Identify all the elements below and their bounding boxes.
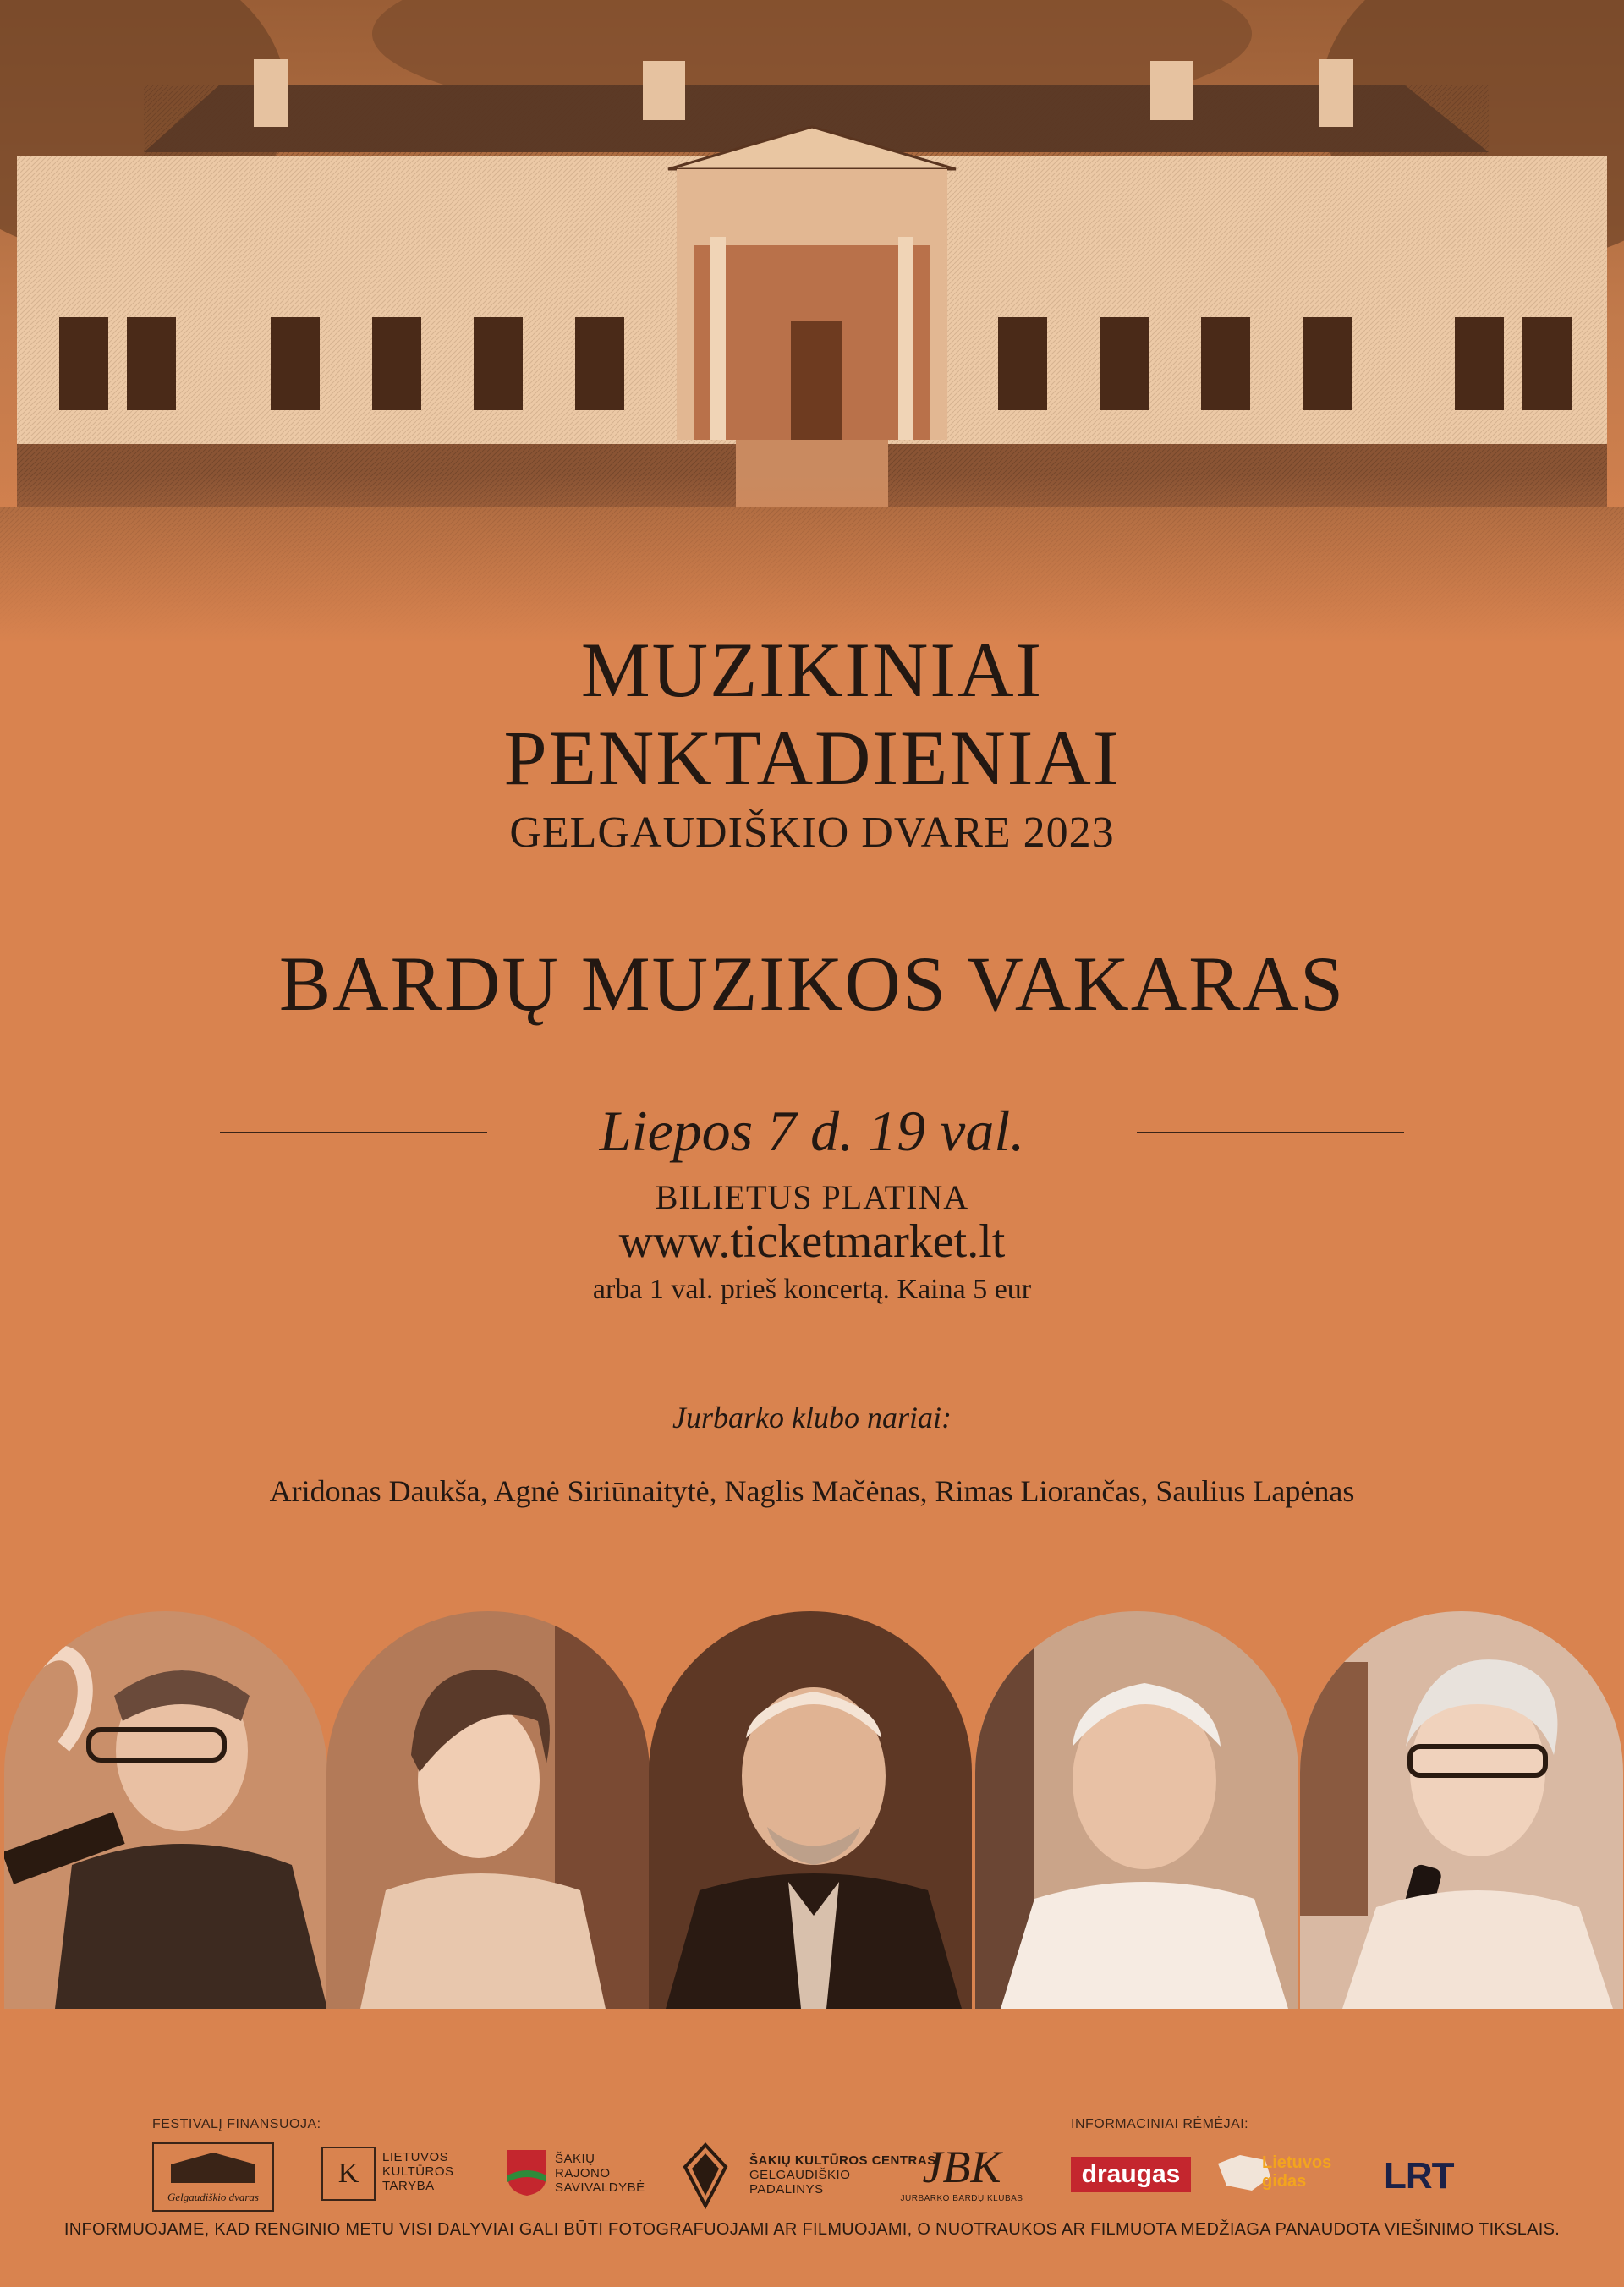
- manor-window: [575, 317, 624, 410]
- ticket-note: arba 1 val. prieš koncertą. Kaina 5 eur: [592, 1274, 1032, 1305]
- manor-window: [127, 317, 176, 410]
- manor-window: [1522, 317, 1572, 410]
- manor-window: [271, 317, 320, 410]
- jbk-logo-caption: JURBARKO BARDŲ KLUBAS: [900, 2194, 1023, 2203]
- title-line-1: MUZIKINIAI: [580, 627, 1044, 713]
- media-sponsors-label: INFORMACINIAI RĖMĖJAI:: [1071, 2117, 1249, 2131]
- sakiai-logo-text: [555, 2152, 645, 2195]
- manor-window: [372, 317, 421, 410]
- festival-title: [0, 626, 1624, 802]
- jbk-logo: [898, 2140, 1025, 2203]
- event-title: BARDŲ MUZIKOS VAKARAS: [278, 941, 1346, 1027]
- manor-illustration: [0, 0, 1624, 643]
- sakiai-line-2: RAJONO: [555, 2166, 611, 2180]
- manor-window: [474, 317, 523, 410]
- skc-line-2: GELGAUDIŠKIO: [749, 2168, 851, 2182]
- event-date-time: Liepos 7 d. 19 val.: [599, 1099, 1025, 1163]
- manor-logo-caption: Gelgaudiškio dvaras: [167, 2191, 259, 2203]
- club-label: Jurbarko klubo nariai:: [672, 1401, 952, 1434]
- divider-right: [1137, 1132, 1404, 1133]
- club-members: Aridonas Daukša, Agnė Siriūnaitytė, Naglis Mačėnas, Rimas Liorančas, Saulius Lapėnas: [269, 1474, 1355, 1508]
- lkt-line-2: KULTŪROS: [382, 2164, 454, 2179]
- ticket-website-link[interactable]: www.ticketmarket.lt: [618, 1215, 1006, 1268]
- lkt-line-1: LIETUVOS: [382, 2150, 449, 2164]
- manor-logo: [152, 2142, 274, 2212]
- tickets-label: BILIETUS PLATINA: [655, 1178, 969, 1216]
- funded-by-label: FESTIVALĮ FINANSUOJA:: [152, 2117, 321, 2131]
- photo-disclaimer: INFORMUOJAME, KAD RENGINIO METU VISI DALYVIAI GALI BŪTI FOTOGRAFUOJAMI AR FILMUOJAMI, O NUOTRAUKOS AR FILMUOTA MEDŽIAGA PANAUDOTA VIEŠINIMO TIKSLAIS.: [63, 2220, 1561, 2239]
- manor-window: [1303, 317, 1352, 410]
- title-line-2: PENKTADIENIAI: [503, 715, 1121, 801]
- skc-line-1: ŠAKIŲ KULTŪROS CENTRAS: [749, 2153, 936, 2168]
- manor-window: [59, 317, 108, 410]
- manor-window: [1100, 317, 1149, 410]
- sponsor-logos: [0, 2138, 1624, 2223]
- manor-window: [1455, 317, 1504, 410]
- skc-ornament-icon: [675, 2142, 736, 2209]
- manor-logo-icon: [162, 2149, 264, 2186]
- lrt-logo: LRT: [1384, 2155, 1454, 2197]
- sakiai-coat-of-arms-icon: [506, 2148, 548, 2197]
- jbk-logo-mark: JBK: [922, 2142, 1001, 2192]
- portrait-photo: [326, 1611, 650, 2009]
- portrait-photo: [1300, 1611, 1623, 2009]
- lietuvos-gidas-logo: [1215, 2152, 1367, 2199]
- skc-line-3: PADALINYS: [749, 2182, 824, 2197]
- lkt-logo-icon: K: [321, 2147, 376, 2201]
- draugas-logo: draugas: [1071, 2157, 1191, 2192]
- sakiai-line-3: SAVIVALDYBĖ: [555, 2180, 645, 2195]
- portrait-photo: [649, 1611, 972, 2009]
- portrait-photo: [975, 1611, 1298, 2009]
- lietuvos-gidas-text: Lietuvos gidas: [1262, 2153, 1332, 2191]
- portrait-row: [0, 1611, 1624, 2009]
- lkt-logo-text: [382, 2150, 454, 2193]
- sakiai-line-1: ŠAKIŲ: [555, 2152, 595, 2166]
- title-subtitle: GELGAUDIŠKIO DVARE 2023: [509, 809, 1115, 857]
- manor-window: [998, 317, 1047, 410]
- date-row: [0, 1098, 1624, 1174]
- portrait-photo: [4, 1611, 327, 2009]
- manor-window: [1201, 317, 1250, 410]
- lkt-line-3: TARYBA: [382, 2179, 435, 2193]
